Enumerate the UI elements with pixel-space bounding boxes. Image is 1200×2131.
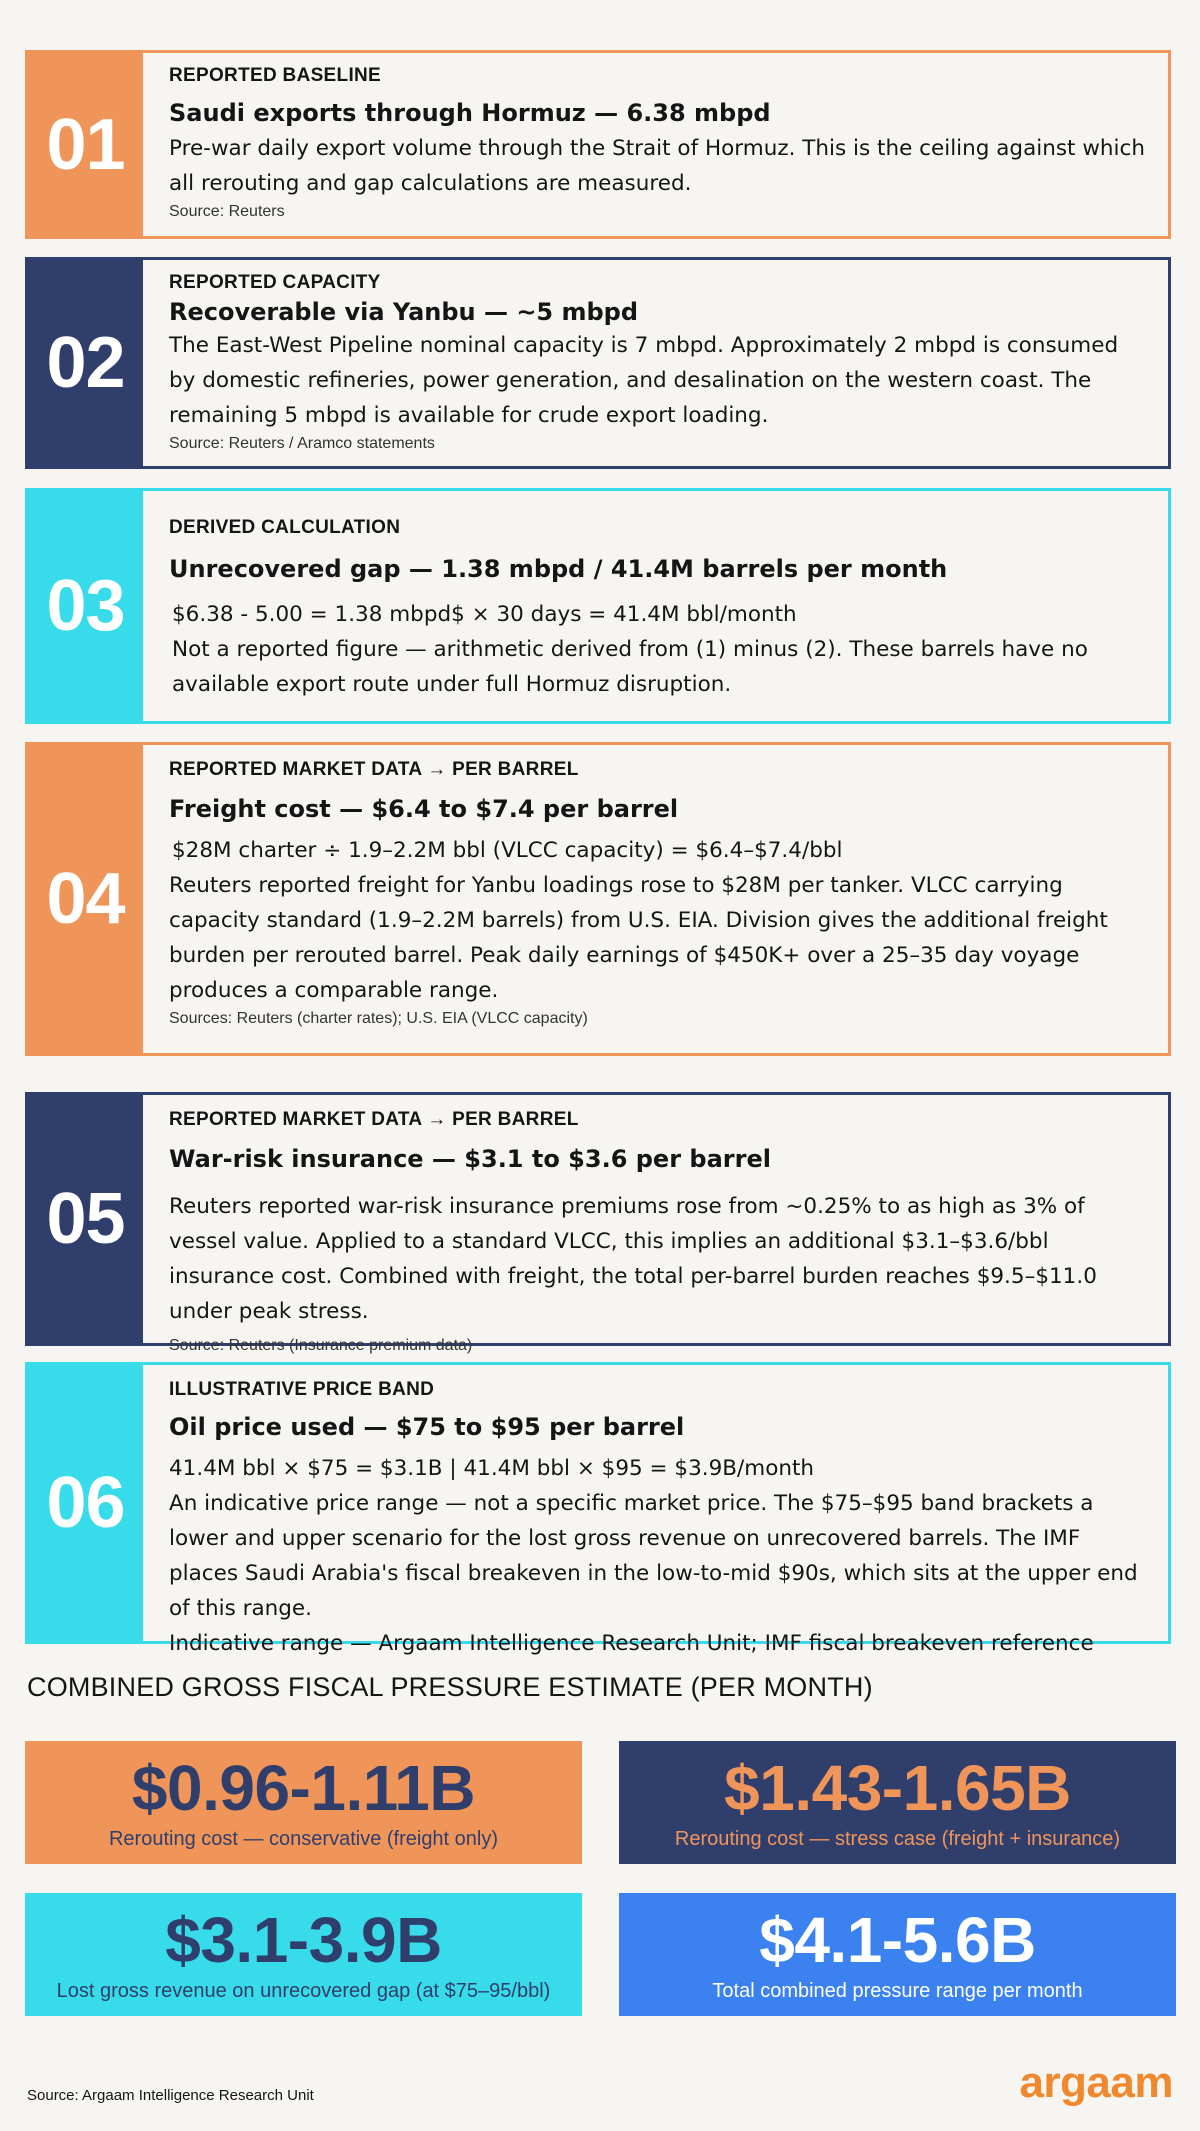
card-note: Indicative range — Argaam Intelligence Research Unit; IMF fiscal breakeven reference	[169, 1631, 1094, 1656]
card-kicker: DERIVED CALCULATION	[169, 517, 401, 538]
card-body: The East-West Pipeline nominal capacity is 7 mbpd. Approximately 2 mbpd is consumed by domestic refineries, power generation, and desalination on the western coast. The remaining 5 mbpd is available for crude export loading.	[169, 333, 1119, 428]
card-body: Reuters reported war-risk insurance premiums rose from ~0.25% to as high as 3% of vessel value. Applied to a standard VLCC, this implies an additional $3.1–$3.6/bbl insurance cost. Combined with freight, the total per-barrel burden reaches $9.5–$11.0 under peak stress.	[169, 1194, 1097, 1324]
card-content	[143, 491, 1168, 721]
stat-lost-revenue	[25, 1893, 582, 2016]
card-title: Unrecovered gap — 1.38 mbpd / 41.4M barrels per month	[169, 555, 948, 583]
card-number: 01	[28, 53, 143, 236]
card-freight-cost	[25, 742, 1171, 1056]
footer-source: Source: Argaam Intelligence Research Unit	[27, 2087, 314, 2104]
card-number: 04	[28, 745, 143, 1053]
stat-value: $0.96-1.11B	[131, 1752, 476, 1824]
stat-value: $1.43-1.65B	[724, 1752, 1071, 1824]
card-kicker: ILLUSTRATIVE PRICE BAND	[169, 1379, 435, 1400]
card-kicker: REPORTED CAPACITY	[169, 272, 381, 293]
card-title: Oil price used — $75 to $95 per barrel	[169, 1413, 685, 1441]
card-number: 03	[28, 491, 143, 721]
card-content	[143, 1365, 1168, 1656]
card-content	[143, 260, 1168, 466]
card-source: Source: Reuters (Insurance premium data)	[169, 1337, 473, 1354]
card-body: Not a reported figure — arithmetic derived from (1) minus (2). These barrels have no available export route under full Hormuz disruption.	[172, 637, 1088, 697]
card-formula: $6.38 - 5.00 = 1.38 mbpd$ × 30 days = 41.4M bbl/month	[172, 602, 797, 627]
card-formula: $28M charter ÷ 1.9–2.2M bbl (VLCC capacity) = $6.4–$7.4/bbl	[172, 838, 843, 863]
stat-value: $3.1-3.9B	[165, 1904, 442, 1976]
stat-stress-case	[619, 1741, 1176, 1864]
card-number: 06	[28, 1365, 143, 1641]
card-body: An indicative price range — not a specific market price. The $75–$95 band brackets a lower and upper scenario for the lost gross revenue on unrecovered barrels. The IMF places Saudi Arabia's fiscal breakeven in the low-to-mid $90s, which sits at the upper end of this range.	[169, 1491, 1138, 1621]
card-title: Freight cost — $6.4 to $7.4 per barrel	[169, 795, 679, 823]
card-source: Sources: Reuters (charter rates); U.S. EIA (VLCC capacity)	[169, 1010, 588, 1027]
card-title: Recoverable via Yanbu — ~5 mbpd	[169, 298, 639, 326]
card-reported-baseline	[25, 50, 1171, 239]
card-content	[143, 1095, 1168, 1354]
card-reported-capacity	[25, 257, 1171, 469]
stat-label: Rerouting cost — stress case (freight + insurance)	[674, 1828, 1121, 1850]
card-body: Pre-war daily export volume through the Strait of Hormuz. This is the ceiling against which all rerouting and gap calculations are measured.	[169, 136, 1145, 196]
card-content	[143, 745, 1168, 1053]
card-number: 05	[28, 1095, 143, 1343]
card-source: Source: Reuters	[169, 203, 285, 220]
card-formula: 41.4M bbl × $75 = $3.1B | 41.4M bbl × $95 = $3.9B/month	[169, 1456, 815, 1481]
card-content	[143, 53, 1168, 236]
stat-label: Lost gross revenue on unrecovered gap (at $75–95/bbl)	[56, 1980, 551, 2002]
card-title: Saudi exports through Hormuz — 6.38 mbpd	[169, 99, 771, 127]
card-price-band	[25, 1362, 1171, 1656]
card-title: War-risk insurance — $3.1 to $3.6 per barrel	[169, 1145, 771, 1173]
stat-label: Rerouting cost — conservative (freight only)	[108, 1828, 499, 1850]
card-kicker: REPORTED MARKET DATA → PER BARREL	[169, 1109, 579, 1130]
card-war-risk-insurance	[25, 1092, 1171, 1354]
argaam-logo: argaam	[1019, 2058, 1173, 2107]
card-derived-calculation	[25, 488, 1171, 724]
stat-value: $4.1-5.6B	[759, 1904, 1036, 1976]
summary-heading: COMBINED GROSS FISCAL PRESSURE ESTIMATE (PER MONTH)	[27, 1672, 873, 1702]
stat-conservative	[25, 1741, 582, 1864]
card-kicker: REPORTED MARKET DATA → PER BARREL	[169, 759, 579, 780]
stat-total-combined	[619, 1893, 1176, 2016]
card-body: Reuters reported freight for Yanbu loadings rose to $28M per tanker. VLCC carrying capacity standard (1.9–2.2M barrels) from U.S. EIA. Division gives the additional freight burden per rerouted barrel. Peak daily earnings of $450K+ over a 25–35 day voyage produces a comparable range.	[169, 873, 1108, 1003]
card-source: Source: Reuters / Aramco statements	[169, 435, 435, 452]
stat-label: Total combined pressure range per month	[712, 1980, 1083, 2002]
card-kicker: REPORTED BASELINE	[169, 65, 382, 86]
card-number: 02	[28, 260, 143, 466]
